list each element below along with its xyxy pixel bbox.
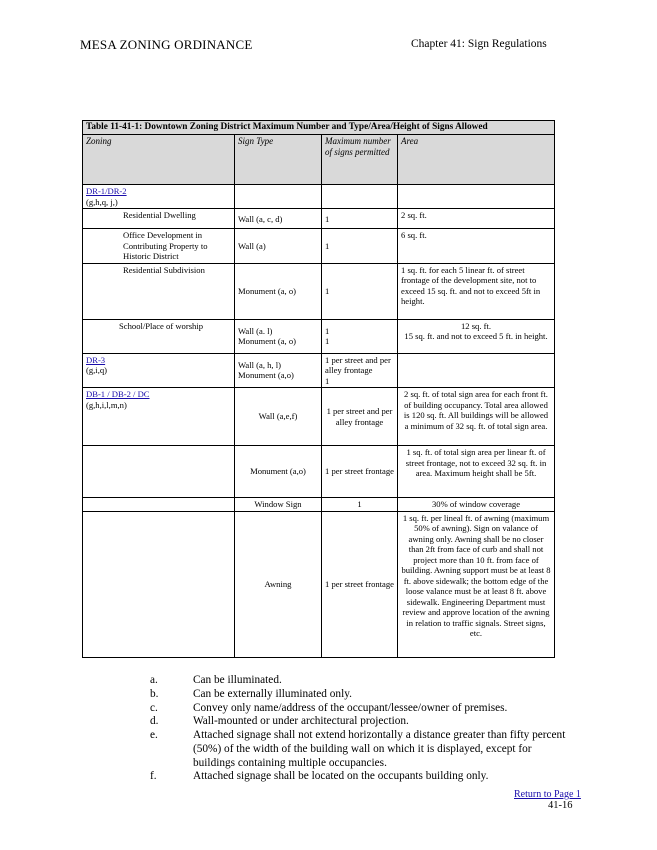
return-to-page-link[interactable]: Return to Page 1 <box>514 789 581 800</box>
sign-wall: Wall (a. l) <box>238 325 273 336</box>
sign-type-cell: Monument (a, o) <box>235 263 322 319</box>
note-text: Convey only name/address of the occupant/lessee/owner of premises. <box>193 701 508 714</box>
max-cell: 1 per street and per alley frontage <box>322 388 398 446</box>
list-item <box>150 770 570 784</box>
max-cell: 1 <box>322 229 398 263</box>
zoning-residential-subdivision: Residential Subdivision <box>83 263 235 319</box>
area-2: 15 sq. ft. and not to exceed 5 ft. in height. <box>404 331 548 342</box>
area-cell: 2 sq. ft. <box>398 209 555 229</box>
note-text: Wall-mounted or under architectural projection. <box>193 715 409 728</box>
sign-wall: Wall (a, h, l) <box>238 359 281 370</box>
table-row <box>83 498 555 511</box>
list-item <box>150 702 570 716</box>
table-row <box>83 209 555 229</box>
max-cell <box>322 319 398 353</box>
dr3-link[interactable]: DR-3 <box>86 354 106 365</box>
area-cell: 30% of window coverage <box>398 498 555 511</box>
dr1-link[interactable]: DR-1/DR-2 <box>86 186 127 197</box>
table-row <box>83 319 555 353</box>
table-row <box>83 511 555 657</box>
table-caption <box>83 121 555 135</box>
header-title: MESA ZONING ORDINANCE <box>80 37 253 52</box>
area-cell: 1 sq. ft. of total sign area per linear ft. of street frontage, not to exceed 32 sq. ft. in area. Maximum height shall be 5ft. <box>398 446 555 498</box>
sign-type-cell: Window Sign <box>235 498 322 511</box>
col-header-zoning: Zoning <box>83 135 235 185</box>
note-letter: b. <box>150 687 159 700</box>
area-cell <box>398 319 555 353</box>
note-letter: e. <box>150 729 158 742</box>
max-cell: 1 <box>322 263 398 319</box>
max-cell: 1 <box>322 209 398 229</box>
col-header-sign-type: Sign Type <box>235 135 322 185</box>
zoning-school: School/Place of worship <box>83 319 235 353</box>
col-header-max: Maximum number of signs permitted <box>322 135 398 185</box>
table-row <box>83 229 555 263</box>
table-row <box>83 446 555 498</box>
area-cell: 1 sq. ft. per lineal ft. of awning (maximum 50% of awning). Sign on valance of awning only. Awning shall be no closer than 2ft from face of curb and shall not project more than 10 ft. from face of building. Awning support must be at least 8 ft. above sidewalk; the bottom edge of the loose valance must be at least 8 ft. above sidewalk. Engineering Department must review and approve location of the awning in relation to traffic signals. Street signs, etc. <box>398 511 555 657</box>
table-row <box>83 388 555 446</box>
max-cell: 1 per street frontage <box>322 446 398 498</box>
max-cell <box>322 353 398 387</box>
db-notes: (g,h,i,l,m,n) <box>86 399 127 410</box>
dr3-notes: (g,i,q) <box>86 365 108 376</box>
page-number: 41-16 <box>548 800 573 811</box>
zoning-residential-dwelling: Residential Dwelling <box>83 209 235 229</box>
note-letter: c. <box>150 701 158 714</box>
footnotes <box>150 674 570 784</box>
max-1: 1 per street and per alley frontage <box>325 354 391 376</box>
zoning-office: Office Development in Contributing Property to Historic District <box>83 229 235 263</box>
max-cell: 1 per street frontage <box>322 511 398 657</box>
sign-regulations-table <box>82 120 555 658</box>
note-letter: f. <box>150 770 157 783</box>
dr1-notes: (g,h,q, j,) <box>86 196 118 207</box>
max-1: 1 <box>325 325 330 336</box>
area-cell: 2 sq. ft. of total sign area for each front ft. of building occupancy. Total area allowed is 120 sq. ft. All buildings will be allowed a minimum of 32 sq. ft. of total sign area. <box>398 388 555 446</box>
column-header-row <box>83 135 555 185</box>
note-letter: a. <box>150 674 158 686</box>
max-2: 1 <box>325 375 330 386</box>
table-caption-row <box>83 121 555 135</box>
list-item <box>150 729 570 770</box>
note-text: Attached signage shall be located on the occupants building only. <box>193 770 489 783</box>
area-cell: 1 sq. ft. for each 5 linear ft. of street frontage of the development site, not to exceed 15 sq. ft. and not to exceed 5ft in height. <box>398 263 555 319</box>
max-cell: 1 <box>322 498 398 511</box>
sign-type-cell: Wall (a, c, d) <box>235 209 322 229</box>
table-row <box>83 263 555 319</box>
sign-type-cell: Wall (a) <box>235 229 322 263</box>
note-text: Can be illuminated. <box>193 674 282 686</box>
sign-type-cell <box>235 319 322 353</box>
note-letter: d. <box>150 715 159 728</box>
sign-type-cell: Monument (a,o) <box>235 446 322 498</box>
caption-text: Downtown Zoning District Maximum Number and Type/Area/Height of Signs Allowed <box>144 122 488 132</box>
list-item <box>150 688 570 702</box>
note-text: Attached signage shall not extend horizontally a distance greater than fifty percent (50%) of the width of the building wall on which it is displayed, except for buildings containing multiple occupancies. <box>193 729 566 769</box>
header-chapter: Chapter 41: Sign Regulations <box>411 38 547 50</box>
list-item <box>150 715 570 729</box>
sign-type-cell: Awning <box>235 511 322 657</box>
table-row <box>83 185 555 209</box>
sign-monument: Monument (a, o) <box>238 336 296 347</box>
max-2: 1 <box>325 336 330 347</box>
note-text: Can be externally illuminated only. <box>193 687 352 700</box>
db-link[interactable]: DB-1 / DB-2 / DC <box>86 389 150 400</box>
sign-type-cell: Wall (a,e,f) <box>235 388 322 446</box>
col-header-area: Area <box>398 135 555 185</box>
list-item <box>150 674 570 688</box>
table-row <box>83 353 555 387</box>
area-cell: 6 sq. ft. <box>398 229 555 263</box>
sign-monument: Monument (a,o) <box>238 370 294 381</box>
sign-type-cell <box>235 353 322 387</box>
caption-prefix: Table 11-41-1: <box>86 122 143 132</box>
area-1: 12 sq. ft. <box>460 320 492 331</box>
